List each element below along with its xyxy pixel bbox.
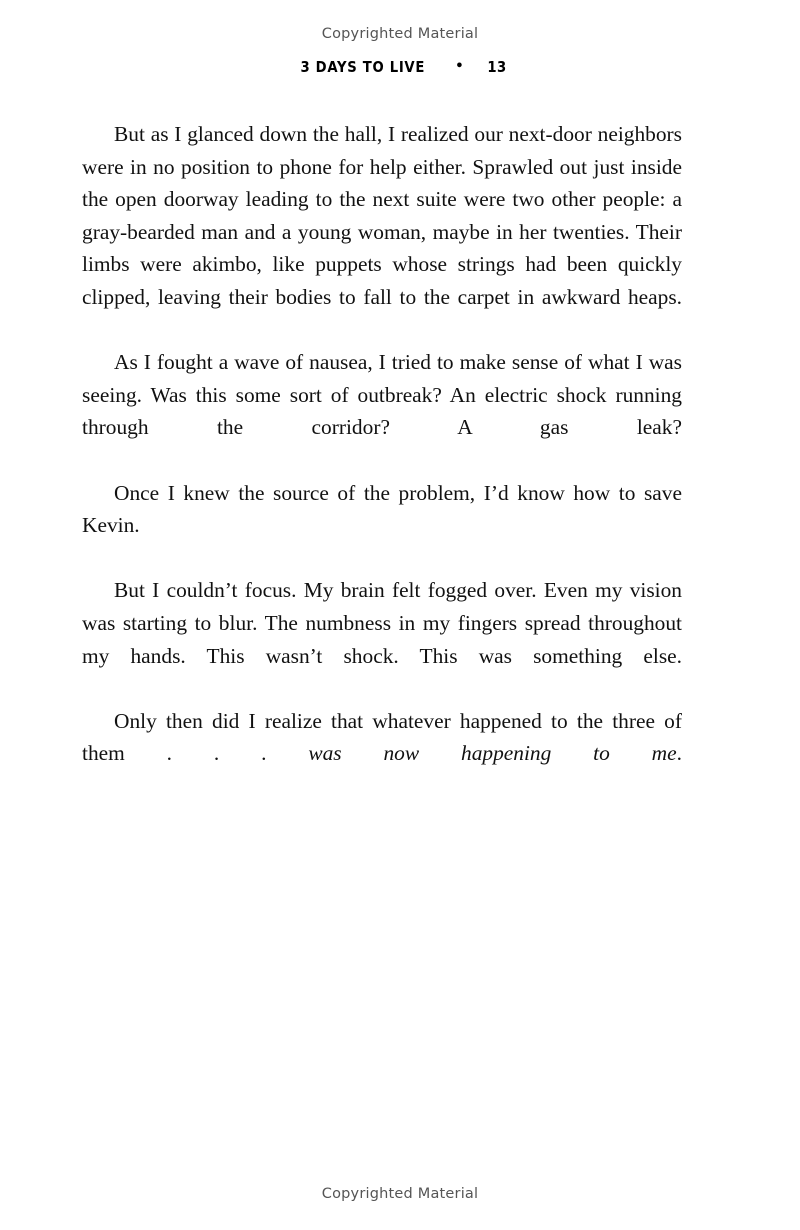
page-number: 13 <box>487 58 507 76</box>
running-head <box>0 58 800 76</box>
paragraph: But I couldn’t focus. My brain felt fogged over. Even my vision was starting to blur. The numbness in my fingers spread throughout my hands. This wasn’t shock. This was something else. <box>82 578 682 668</box>
paragraph-final-trail: . <box>676 741 682 766</box>
paragraph-final-lead: Only then did I realize that whatever happened to the three of them . . . <box>82 708 682 766</box>
paragraph: Once I knew the source of the problem, I’d know how to save Kevin. <box>82 480 682 538</box>
paragraph: But as I glanced down the hall, I realized our next-door neighbors were in no position to phone for help either. Sprawled out just inside the open doorway leading to the next suite were two other people: a gray-bearded man and a young woman, maybe in her twenties. Their limbs were akimbo, like puppets whose strings had been quickly clipped, leaving their bodies to fall to the carpet in awkward heaps. <box>82 122 682 309</box>
body-text <box>82 118 682 802</box>
running-head-separator-icon: • <box>455 59 465 74</box>
paragraph-final <box>82 705 682 803</box>
paragraph: As I fought a wave of nausea, I tried to make sense of what I was seeing. Was this some sort of outbreak? An electric shock running through the corridor? A gas leak? <box>82 350 682 440</box>
copyright-notice-bottom: Copyrighted Material <box>321 1186 479 1202</box>
copyright-notice-top: Copyrighted Material <box>321 26 479 42</box>
running-head-title: 3 DAYS TO LIVE <box>300 58 425 76</box>
paragraph-final-italic: was now happening to me <box>308 741 677 766</box>
